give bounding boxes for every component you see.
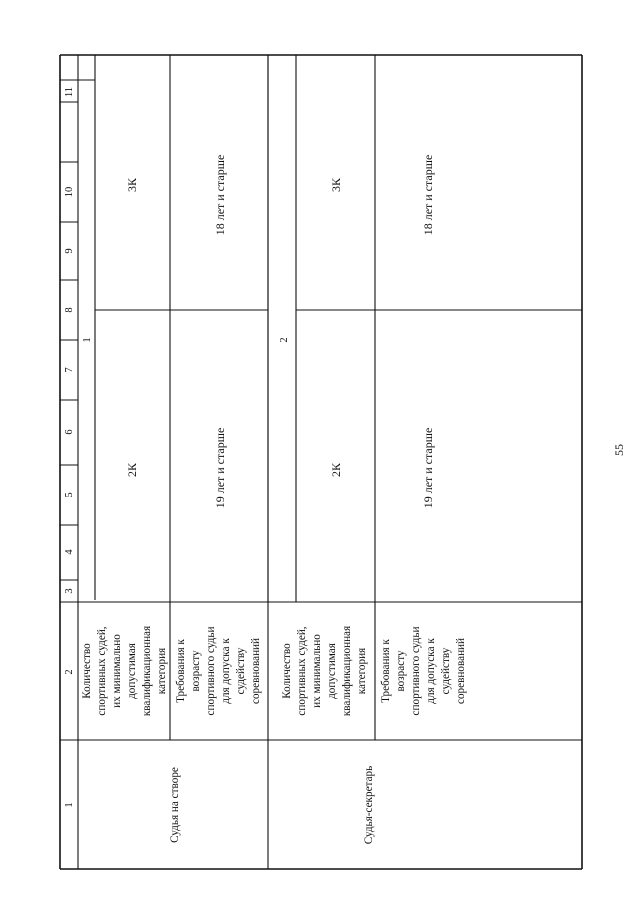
col-num-2: 2 bbox=[64, 669, 75, 675]
label-line: квалификационная bbox=[141, 625, 153, 717]
value-min-category-8-11: 3К bbox=[329, 177, 343, 193]
section-marker: 1 bbox=[82, 337, 93, 343]
col-num-10: 10 bbox=[64, 186, 75, 198]
row-age-label bbox=[380, 627, 467, 716]
value-min-category-3-7: 2К bbox=[329, 462, 343, 478]
label-line: допустимая bbox=[326, 643, 338, 699]
col-num-4: 4 bbox=[64, 549, 75, 555]
label-line: для допуска к bbox=[425, 638, 437, 704]
label-line: Требования к bbox=[380, 639, 392, 703]
col-num-9: 9 bbox=[64, 248, 75, 254]
label-line: допустимая bbox=[126, 643, 138, 699]
label-line: для допуска к bbox=[220, 638, 232, 704]
table-grid bbox=[60, 55, 582, 869]
section-title: Судья-секретарь bbox=[363, 765, 375, 845]
value-min-category-8-11: 3К bbox=[125, 177, 139, 193]
label-line: судейству bbox=[235, 647, 247, 695]
value-min-category-3-7: 2К bbox=[125, 462, 139, 478]
page-number: 55 bbox=[612, 444, 626, 456]
label-line: спортивных судей, bbox=[296, 626, 308, 716]
label-line: судейству bbox=[440, 647, 452, 695]
col-num-8: 8 bbox=[64, 307, 75, 313]
section-2 bbox=[279, 155, 467, 845]
row-count-label bbox=[81, 626, 168, 716]
col-num-3: 3 bbox=[64, 588, 75, 594]
col-num-1: 1 bbox=[64, 802, 75, 808]
label-line: категория bbox=[356, 647, 368, 695]
section-title: Судья на створе bbox=[169, 767, 181, 843]
col-num-7: 7 bbox=[64, 367, 75, 373]
label-line: возрасту bbox=[395, 650, 407, 692]
label-line: категория bbox=[156, 647, 168, 695]
label-line: соревнований bbox=[250, 637, 262, 705]
value-age-8-11: 18 лет и старше bbox=[213, 154, 227, 236]
section-marker: 2 bbox=[279, 337, 290, 343]
label-line: их минимально bbox=[111, 634, 123, 708]
col-num-5: 5 bbox=[64, 492, 75, 498]
row-count-label bbox=[281, 626, 368, 716]
label-line: их минимально bbox=[311, 634, 323, 708]
label-line: Количество bbox=[81, 643, 93, 699]
row-age-label bbox=[175, 627, 262, 716]
value-age-8-11: 18 лет и старше bbox=[421, 154, 435, 236]
value-age-3-7: 19 лет и старше bbox=[421, 427, 435, 509]
label-line: квалификационная bbox=[341, 625, 353, 717]
col-num-6: 6 bbox=[64, 429, 75, 435]
label-line: спортивных судей, bbox=[96, 626, 108, 716]
label-line: возрасту bbox=[190, 650, 202, 692]
label-line: Требования к bbox=[175, 639, 187, 703]
column-number-header bbox=[64, 87, 75, 808]
label-line: спортивного судьи bbox=[410, 626, 422, 716]
label-line: Количество bbox=[281, 643, 293, 699]
col-num-11: 11 bbox=[64, 86, 75, 98]
label-line: спортивного судьи bbox=[205, 626, 217, 716]
label-line: соревнований bbox=[455, 637, 467, 705]
value-age-3-7: 19 лет и старше bbox=[213, 427, 227, 509]
